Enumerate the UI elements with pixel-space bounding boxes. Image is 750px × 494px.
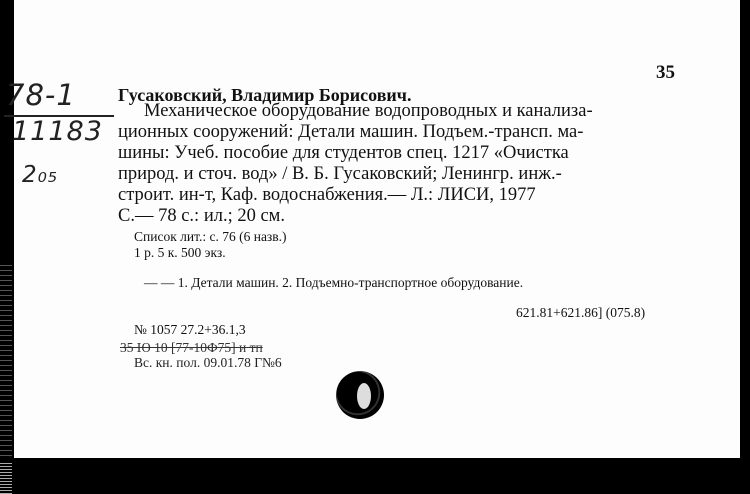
subject-headings: — — 1. Детали машин. 2. Подъемно-транспортное оборудование.	[144, 275, 524, 290]
bibliographic-description	[118, 101, 678, 227]
release-date: Вс. кн. пол. 09.01.78 Г№6	[134, 355, 282, 370]
scan-edge-strip	[0, 262, 12, 458]
handwritten-inventory-number: 11183	[12, 116, 103, 147]
description-line: природ. и сточ. вод» / В. Б. Гусаковский; Ленингр. инж.-	[118, 164, 562, 184]
description-line: ционных сооружений: Детали машин. Подъем.-трансп. ма-	[118, 122, 584, 142]
udc-classification: 621.81+621.86] (075.8)	[516, 305, 646, 320]
catalog-code: 35 Ю 10 [77-10Ф75] и тп	[120, 340, 263, 355]
registry-number: № 1057 27.2+36.1,3	[134, 322, 246, 337]
bibliography-note: Список лит.: с. 76 (6 назв.)	[134, 229, 287, 244]
price-copies: 1 р. 5 к. 500 экз.	[134, 245, 226, 260]
punch-hole-glare	[357, 383, 371, 409]
description-line: С.— 78 с.: ил.; 20 см.	[118, 206, 286, 226]
description-line: Механическое оборудование водопроводных и канализа-	[144, 101, 593, 121]
scan-edge-mark	[0, 462, 12, 494]
handwritten-shelf-mark: 78-1	[6, 78, 76, 112]
author-heading: Гусаковский, Владимир Борисович.	[118, 85, 412, 105]
page-number: 35	[656, 62, 675, 83]
description-line: шины: Учеб. пособие для студентов спец. 1217 «Очистка	[118, 143, 569, 163]
handwritten-note: 2₀₅	[22, 162, 59, 188]
description-line: строит. ин-т, Каф. водоснабжения.— Л.: ЛИСИ, 1977	[118, 185, 536, 205]
